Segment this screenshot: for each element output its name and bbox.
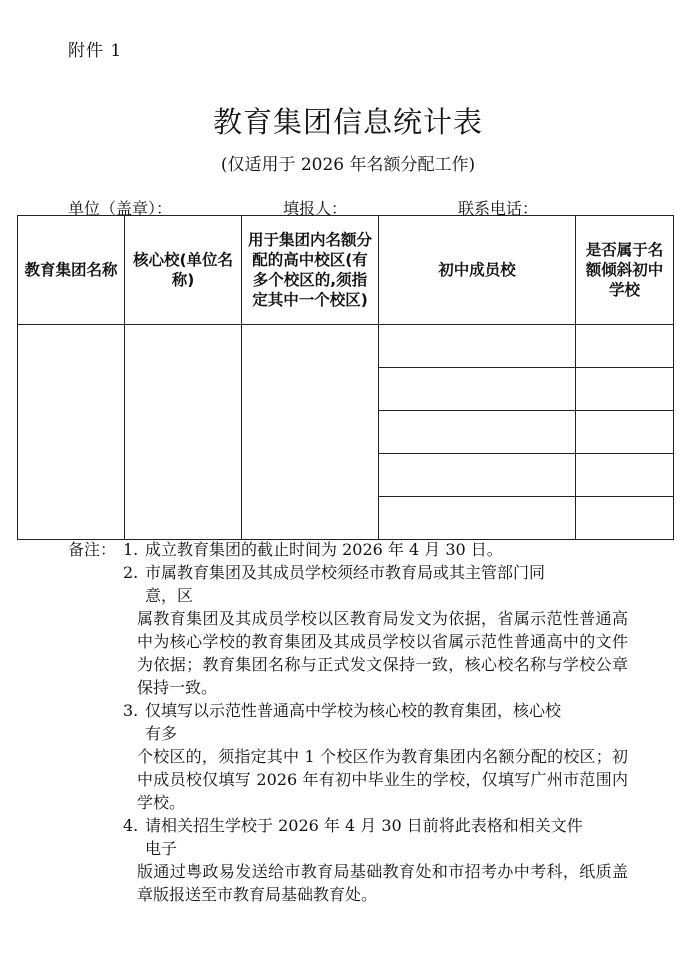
header-group-name-text: 教育集团名称 <box>24 261 118 279</box>
note-paragraph: 个校区的，须指定其中 1 个校区作为教育集团内名额分配的校区；初中成员校仅填写 2026 年有初中毕业生的学校，仅填写广州市范围内学校。 <box>137 747 628 812</box>
note-item <box>68 699 628 814</box>
header-cell-group-name <box>18 216 125 325</box>
note-paragraph: 属教育集团及其成员学校以区教育局发文为依据，省属示范性普通高中为核心学校的教育集团及其成员学校以省属示范性普通高中的文件为依据；教育集团名称与正式发文保持一致，核心校名称与学校公章保持一致。 <box>137 609 628 697</box>
junior-member-cell[interactable] <box>379 368 576 411</box>
note-number: 2. <box>123 563 139 582</box>
header-cell-junior-members <box>379 216 576 325</box>
junior-member-cell[interactable] <box>379 454 576 497</box>
header-junior-members-text: 初中成员校 <box>438 261 516 279</box>
header-high-school-campus-text: 用于集团内名额分配的高中校区(有多个校区的,须指定其中一个校区) <box>248 231 373 309</box>
junior-member-cell[interactable] <box>379 325 576 368</box>
note-text: 市属教育集团及其成员学校须经市教育局或其主管部门同 <box>145 563 546 582</box>
quota-tilt-cell[interactable] <box>576 411 674 454</box>
core-school-cell[interactable] <box>125 325 242 540</box>
attachment-label: 附件 1 <box>68 41 123 61</box>
group-name-cell[interactable] <box>18 325 125 540</box>
header-cell-core-school <box>125 216 242 325</box>
phone-label: 联系电话： <box>458 199 539 218</box>
quota-tilt-cell[interactable] <box>576 454 674 497</box>
note-text: 请相关招生学校于 2026 年 4 月 30 日前将此表格和相关文件 <box>145 816 583 835</box>
header-core-school-text: 核心校(单位名称) <box>132 251 234 289</box>
document-title: 教育集团信息统计表 <box>212 105 483 139</box>
note-wrap-text: 意，区 <box>145 586 194 605</box>
junior-member-cell[interactable] <box>379 411 576 454</box>
quota-tilt-cell[interactable] <box>576 368 674 411</box>
header-cell-high-school-campus <box>242 216 379 325</box>
unit-stamp-label: 单位（盖章）： <box>68 199 173 218</box>
note-text: 仅填写以示范性普通高中学校为核心校的教育集团，核心校 <box>145 701 562 720</box>
note-item <box>68 538 628 561</box>
table-header-row <box>18 216 674 325</box>
note-text: 成立教育集团的截止时间为 2026 年 4 月 30 日。 <box>145 540 503 559</box>
high-school-campus-cell[interactable] <box>242 325 379 540</box>
junior-member-cell[interactable] <box>379 497 576 540</box>
note-number: 4. <box>123 816 139 835</box>
header-quota-tilt-text: 是否属于名额倾斜初中学校 <box>585 241 664 299</box>
statistics-table <box>17 215 674 540</box>
note-item <box>68 814 628 906</box>
table-row <box>18 325 674 368</box>
header-cell-quota-tilt <box>576 216 674 325</box>
notes-label: 备注： <box>68 540 117 559</box>
note-paragraph: 版通过粤政易发送给市教育局基础教育处和市招考办中考科，纸质盖章版报送至市教育局基础教育处。 <box>137 862 628 904</box>
note-number: 1. <box>123 540 139 559</box>
notes-section <box>68 538 628 906</box>
quota-tilt-cell[interactable] <box>576 325 674 368</box>
document-subtitle: (仅适用于 2026 年名额分配工作) <box>220 155 476 175</box>
filler-label: 填报人： <box>283 199 348 218</box>
note-wrap-text: 有多 <box>145 724 178 743</box>
quota-tilt-cell[interactable] <box>576 497 674 540</box>
note-wrap-text: 电子 <box>145 839 178 858</box>
note-number: 3. <box>123 701 139 720</box>
note-item <box>68 561 628 699</box>
